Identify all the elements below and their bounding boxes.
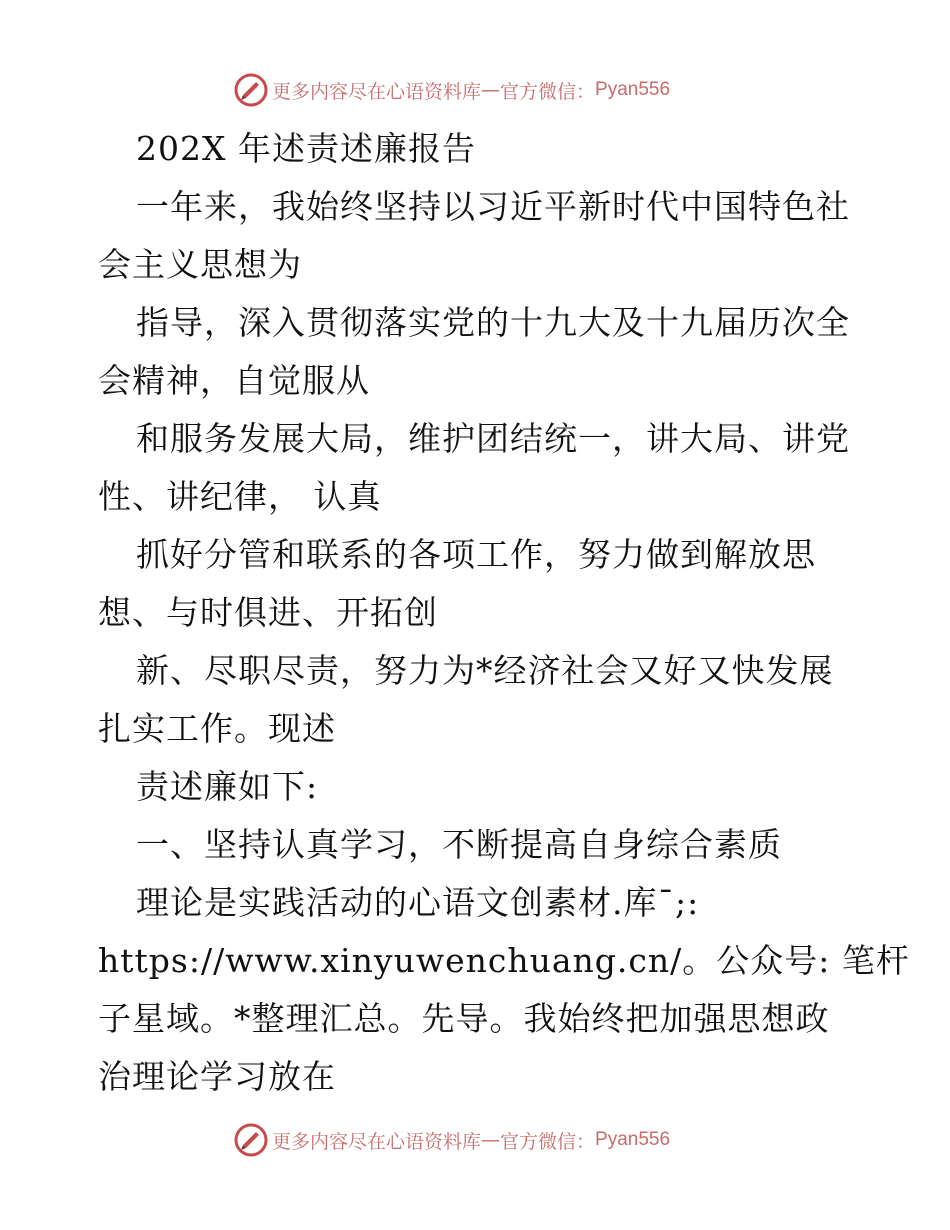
paragraph-line: 和服务发展大局，维护团结统一，讲大局、讲党 [136,419,850,458]
document-title: 202X 年述责述廉报告 [136,129,476,168]
footer-banner-wechat-id: Pyan556 [595,1129,671,1150]
brand-logo-icon [234,1123,268,1157]
paragraph-line: 抓好分管和联系的各项工作，努力做到解放思 [136,535,816,574]
footer-banner-separator: — [481,1129,501,1151]
paragraph-line-url: https://www.xinyuwenchuang.cn/。公众号: 笔杆 [98,941,910,980]
header-banner-main: 更多内容尽在心语资料库 [272,80,482,103]
header-banner-wechat-id: Pyan556 [595,79,671,100]
footer-banner-main: 更多内容尽在心语资料库 [272,1130,482,1153]
paragraph-line: 理论是实践活动的心语文创素材.库¯;: [136,883,700,922]
header-banner-label: 官方微信： [500,80,596,103]
footer-banner-label: 官方微信： [500,1130,596,1153]
paragraph-line: 新、尽职尽责，努力为*经济社会又好又快发展 [136,651,834,690]
paragraph-line: 扎实工作。现述 [98,709,336,748]
paragraph-line: 治理论学习放在 [98,1057,336,1096]
section-heading: 一、坚持认真学习，不断提高自身综合素质 [136,825,782,864]
footer-banner [234,1120,670,1160]
paragraph-line: 会精神，自觉服从 [98,361,370,400]
paragraph-line: 子星域。*整理汇总。先导。我始终把加强思想政 [98,999,830,1038]
brand-logo-icon [234,73,268,107]
paragraph-line: 指导，深入贯彻落实党的十九大及十九届历次全 [136,303,850,342]
paragraph-line: 想、与时俱进、开拓创 [98,593,438,632]
paragraph-line: 会主义思想为 [98,245,302,284]
header-banner-separator: — [481,79,501,101]
document-body [98,120,910,1106]
paragraph-line: 责述廉如下: [136,767,319,806]
paragraph-line: 性、讲纪律， 认真 [98,477,382,516]
header-banner [234,70,670,110]
paragraph-line: 一年来，我始终坚持以习近平新时代中国特色社 [136,187,850,226]
